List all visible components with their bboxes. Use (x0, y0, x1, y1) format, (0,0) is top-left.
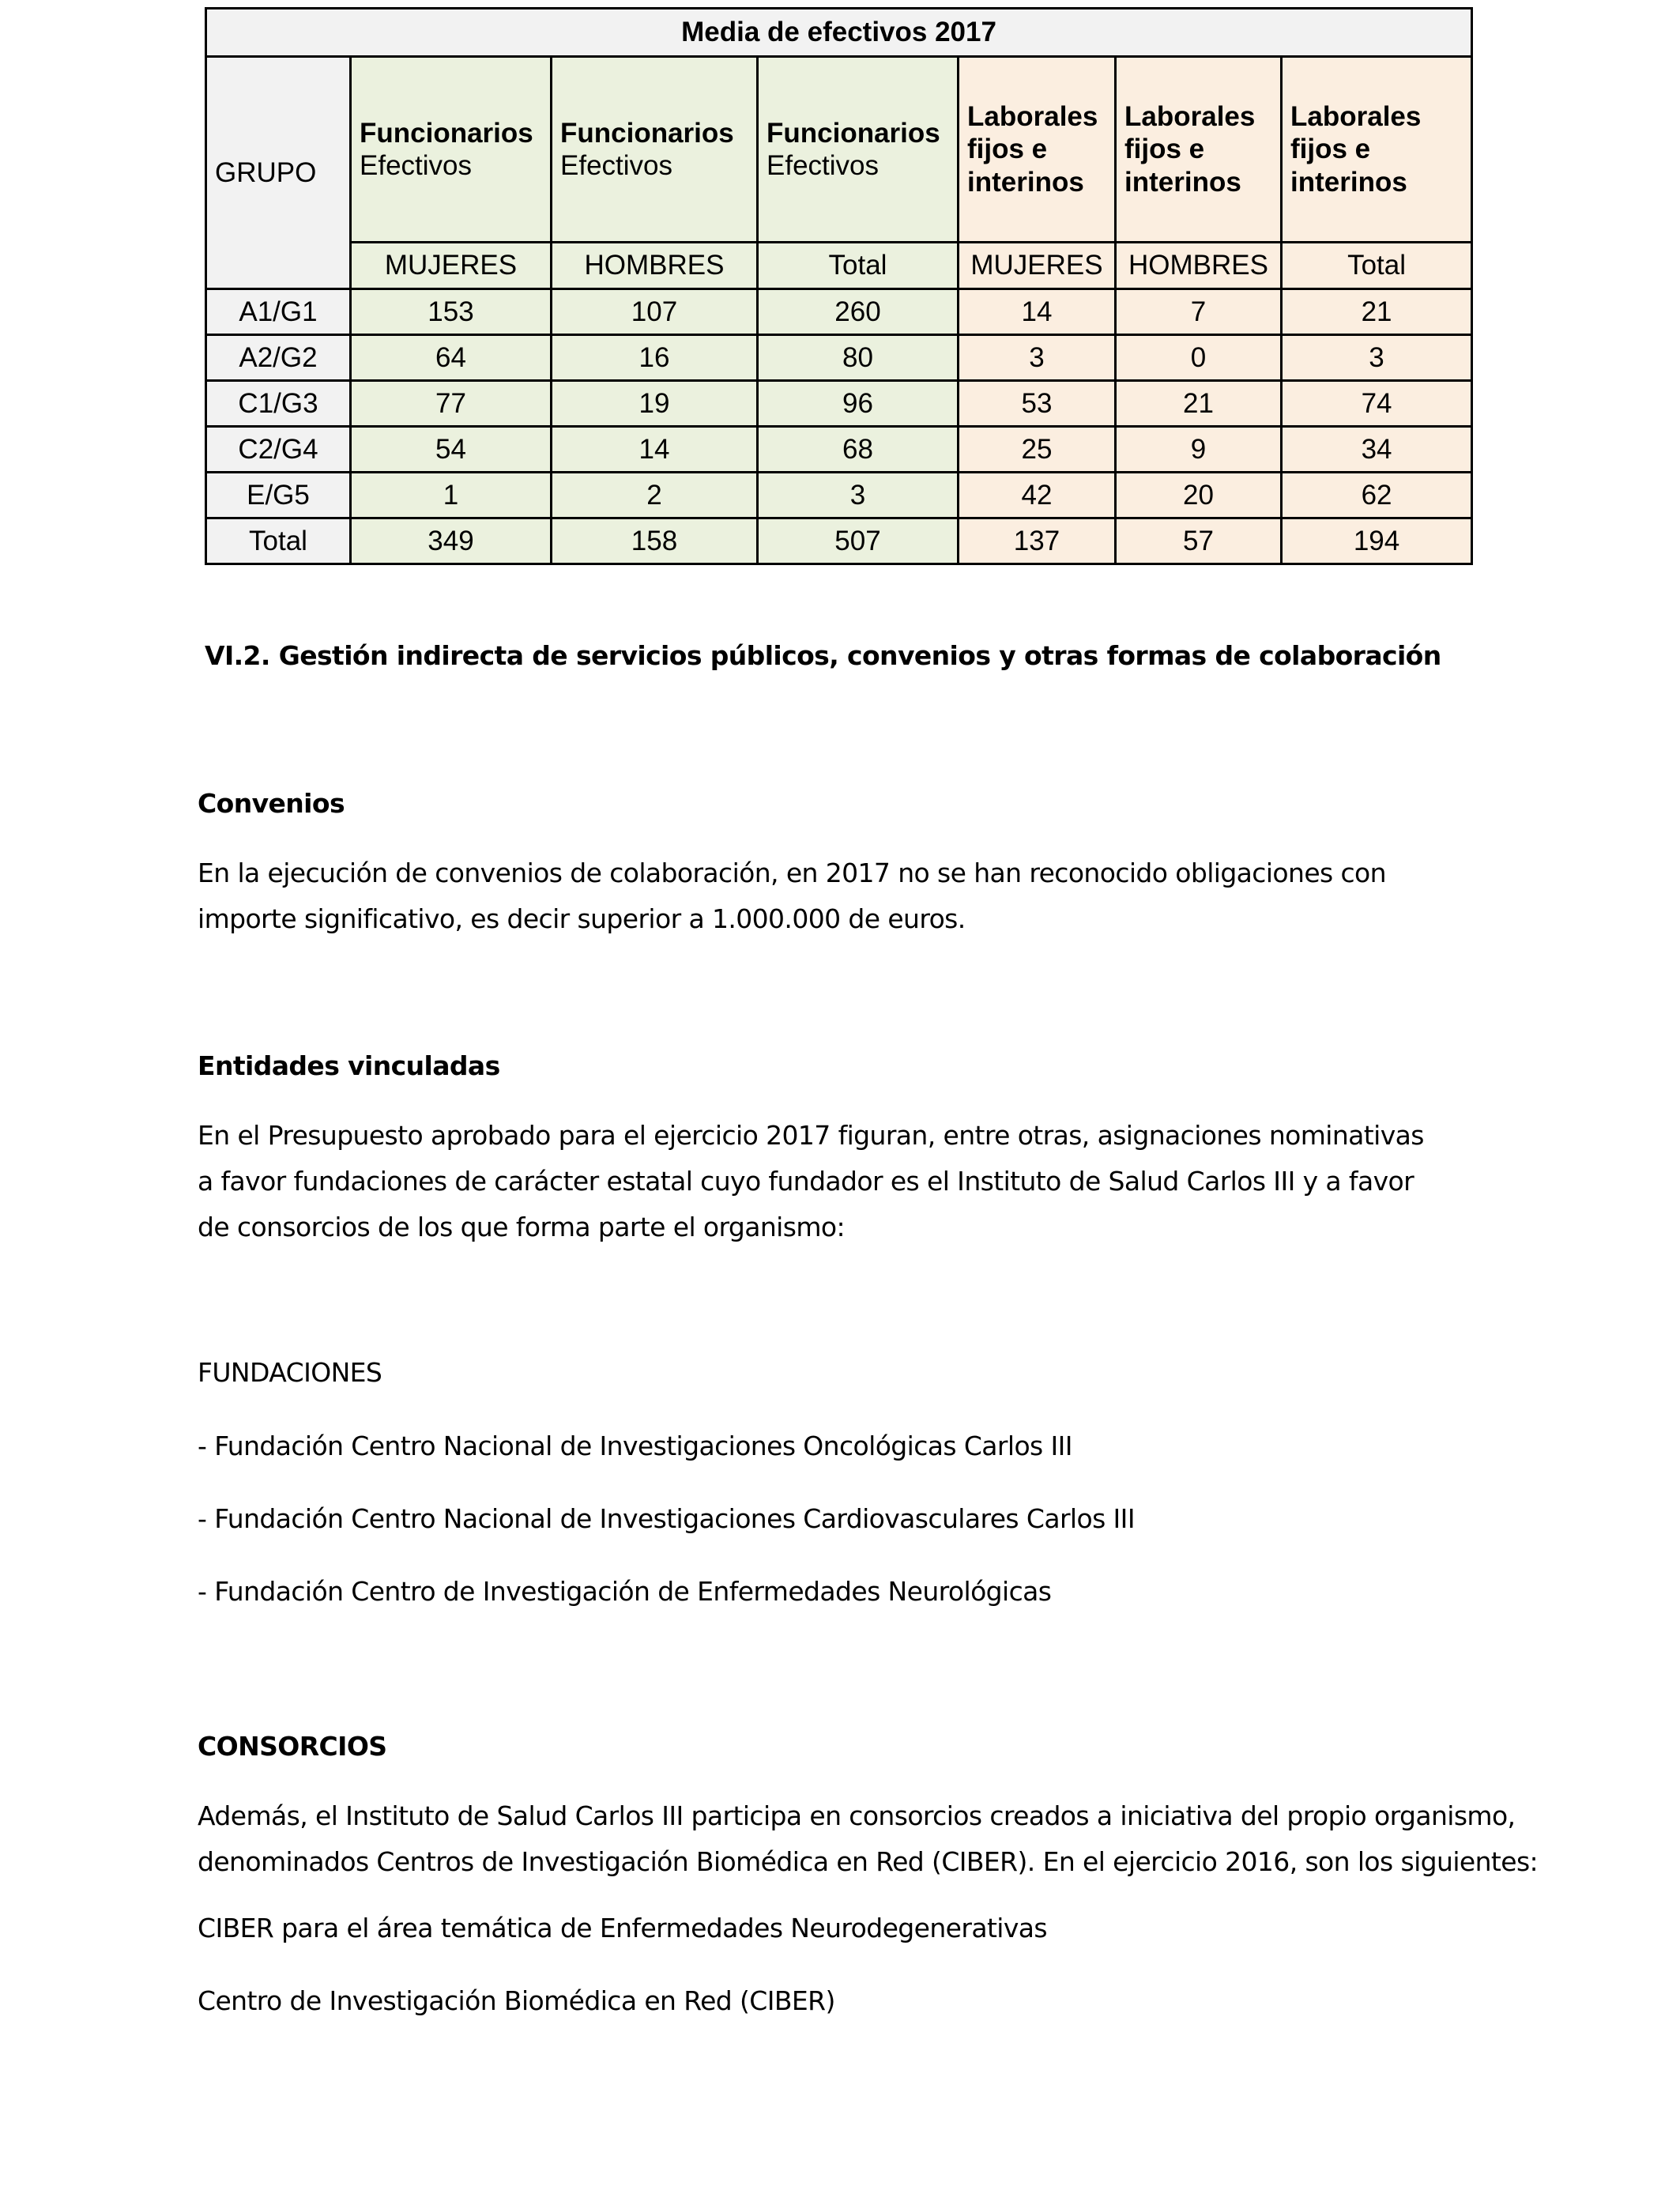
table-row (206, 381, 1472, 427)
row-label: E/G5 (206, 473, 351, 518)
table-cell: 260 (758, 289, 959, 335)
table-cell: 9 (1116, 427, 1282, 473)
column-header-line: Laborales (1124, 101, 1256, 133)
table-cell: 20 (1116, 473, 1282, 518)
table-cell: 80 (758, 335, 959, 381)
table-cell: 0 (1116, 335, 1282, 381)
table-cell: 21 (1282, 289, 1472, 335)
table-cell: 158 (552, 518, 758, 564)
staff-table-wrapper (205, 7, 1471, 565)
column-header-line: interinos (1290, 166, 1407, 198)
table-cell: 54 (351, 427, 552, 473)
table-subheader-row (206, 243, 1472, 289)
table-cell: 19 (552, 381, 758, 427)
row-label: A1/G1 (206, 289, 351, 335)
table-cell: 3 (1282, 335, 1472, 381)
table-cell: 57 (1116, 518, 1282, 564)
table-cell: 14 (959, 289, 1116, 335)
grupo-header: GRUPO (206, 57, 351, 289)
table-total-row (206, 518, 1472, 564)
column-header-subtitle: Efectivos (560, 150, 672, 181)
column-header-line: Laborales (1290, 101, 1422, 133)
table-row (206, 473, 1472, 518)
table-cell: 21 (1116, 381, 1282, 427)
table-cell: 62 (1282, 473, 1472, 518)
column-header-line: fijos e (967, 134, 1048, 165)
column-header-title: Funcionarios (767, 117, 940, 149)
entidades-heading: Entidades vinculadas (198, 1050, 500, 1081)
table-cell: 137 (959, 518, 1116, 564)
table-cell: 16 (552, 335, 758, 381)
table-cell: 3 (959, 335, 1116, 381)
fundacion-list-item: - Fundación Centro de Investigación de Enfermedades Neurológicas (198, 1576, 1052, 1607)
consorcios-paragraph-line: Además, el Instituto de Salud Carlos III participa en consorcios creados a iniciativa del propio organismo, (198, 1800, 1516, 1831)
column-header (959, 57, 1116, 243)
subheader-cell: Total (758, 243, 959, 289)
fundacion-list-item: - Fundación Centro Nacional de Investigaciones Cardiovasculares Carlos III (198, 1503, 1135, 1534)
table-row (206, 427, 1472, 473)
ciber-list-item: Centro de Investigación Biomédica en Red (CIBER) (198, 1985, 835, 2016)
consorcios-heading: CONSORCIOS (198, 1731, 387, 1762)
column-header (552, 57, 758, 243)
column-header-line: interinos (967, 166, 1084, 198)
column-header-line: fijos e (1124, 134, 1205, 165)
table-cell: 2 (552, 473, 758, 518)
column-header (351, 57, 552, 243)
table-cell: 68 (758, 427, 959, 473)
table-cell: 64 (351, 335, 552, 381)
table-cell: 107 (552, 289, 758, 335)
table-cell: 194 (1282, 518, 1472, 564)
table-cell: 96 (758, 381, 959, 427)
convenios-heading: Convenios (198, 788, 345, 819)
section-heading: VI.2. Gestión indirecta de servicios públicos, convenios y otras formas de colaboración (205, 640, 1441, 671)
entidades-paragraph-line: En el Presupuesto aprobado para el ejercicio 2017 figuran, entre otras, asignaciones nominativas (198, 1120, 1424, 1151)
table-row (206, 335, 1472, 381)
subheader-cell: MUJERES (351, 243, 552, 289)
row-label: A2/G2 (206, 335, 351, 381)
table-cell: 25 (959, 427, 1116, 473)
column-header-subtitle: Efectivos (360, 150, 472, 181)
table-title-row (206, 9, 1472, 57)
table-cell: 3 (758, 473, 959, 518)
table-cell: 507 (758, 518, 959, 564)
consorcios-paragraph-line: denominados Centros de Investigación Biomédica en Red (CIBER). En el ejercicio 2016, son los siguientes: (198, 1846, 1539, 1877)
table-cell: 7 (1116, 289, 1282, 335)
table-cell: 53 (959, 381, 1116, 427)
table-cell: 42 (959, 473, 1116, 518)
table-cell: 74 (1282, 381, 1472, 427)
table-row (206, 289, 1472, 335)
table-cell: 1 (351, 473, 552, 518)
column-header (1282, 57, 1472, 243)
subheader-cell: HOMBRES (1116, 243, 1282, 289)
table-title: Media de efectivos 2017 (206, 9, 1472, 57)
table-cell: 34 (1282, 427, 1472, 473)
entidades-paragraph-line: a favor fundaciones de carácter estatal cuyo fundador es el Instituto de Salud Carlos III y a favor (198, 1166, 1414, 1197)
column-header-line: fijos e (1290, 134, 1371, 165)
table-header-row (206, 57, 1472, 243)
column-header (758, 57, 959, 243)
table-cell: 153 (351, 289, 552, 335)
column-header-line: interinos (1124, 166, 1241, 198)
convenios-paragraph-line: importe significativo, es decir superior a 1.000.000 de euros. (198, 903, 966, 934)
fundacion-list-item: - Fundación Centro Nacional de Investigaciones Oncológicas Carlos III (198, 1431, 1072, 1461)
table-cell: 14 (552, 427, 758, 473)
column-header-title: Funcionarios (360, 117, 533, 149)
row-label: Total (206, 518, 351, 564)
table-cell: 349 (351, 518, 552, 564)
column-header-line: Laborales (967, 101, 1098, 133)
convenios-paragraph-line: En la ejecución de convenios de colaboración, en 2017 no se han reconocido obligaciones con (198, 858, 1386, 888)
subheader-cell: MUJERES (959, 243, 1116, 289)
column-header-subtitle: Efectivos (767, 150, 879, 181)
staff-table (205, 7, 1473, 565)
table-cell: 77 (351, 381, 552, 427)
row-label: C1/G3 (206, 381, 351, 427)
subheader-cell: HOMBRES (552, 243, 758, 289)
column-header-title: Funcionarios (560, 117, 734, 149)
entidades-paragraph-line: de consorcios de los que forma parte el organismo: (198, 1212, 845, 1242)
subheader-cell: Total (1282, 243, 1472, 289)
column-header (1116, 57, 1282, 243)
row-label: C2/G4 (206, 427, 351, 473)
ciber-list-item: CIBER para el área temática de Enfermedades Neurodegenerativas (198, 1913, 1048, 1943)
fundaciones-heading: FUNDACIONES (198, 1357, 382, 1388)
